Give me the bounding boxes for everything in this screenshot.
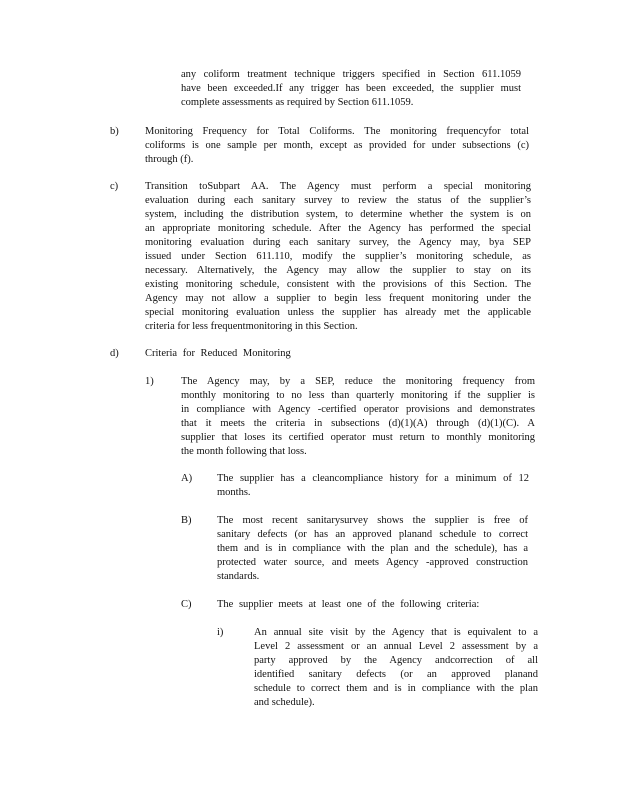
text-line: have been exceeded.If any trigger has been exceeded, the supplier must [181, 83, 521, 94]
text-line: and schedule). [254, 697, 315, 708]
subitem-label-A: A) [181, 473, 193, 484]
text-line: standards. [217, 571, 260, 582]
text-line: The Agency may, by a SEP, reduce the monitoring frequency from [181, 376, 535, 387]
subitem-label-B: B) [181, 515, 192, 526]
text-line: existing monitoring schedule, consistent with the provisions of this Section. The [145, 279, 531, 290]
text-line: an appropriate monitoring schedule. After the Agency has performed the special [145, 223, 531, 234]
text-line: evaluation during each sanitary survey to review the status of the supplier’s [145, 195, 531, 206]
item-c-paragraph [145, 180, 531, 334]
text-line: through (f). [145, 154, 194, 165]
text-line: monitoring evaluation during each sanitary survey, the Agency may, bya SEP [145, 237, 531, 248]
text-line: in compliance with Agency -certified operator provisions and demonstrates [181, 404, 535, 415]
text-line: Monitoring Frequency for Total Coliforms. The monitoring frequencyfor total [145, 126, 529, 137]
text-line: schedule to correct them and is in compliance with the plan [254, 683, 538, 694]
item-b-paragraph [145, 125, 529, 167]
text-line: them and is in compliance with the plan and the schedule), has a [217, 543, 528, 554]
section-heading: Criteria for Reduced Monitoring [145, 348, 291, 359]
intro-paragraph [181, 68, 521, 110]
subitem-i-paragraph [254, 626, 538, 710]
text-line: The most recent sanitarysurvey shows the supplier is free of [217, 515, 528, 526]
subitem-C-text: The supplier meets at least one of the following criteria: [217, 599, 480, 610]
text-line: party approved by the Agency andcorrection of all [254, 655, 538, 666]
text-line: supplier that loses its certified operator must return to monthly monitoring [181, 432, 535, 443]
text-line: complete assessments as required by Section 611.1059. [181, 97, 414, 108]
text-line: any coliform treatment technique triggers specified in Section 611.1059 [181, 69, 521, 80]
item-label-d: d) [110, 348, 119, 359]
text-line: special monitoring evaluation unless the supplier has already met the applicable [145, 307, 531, 318]
item-label-b: b) [110, 126, 119, 137]
text-line: identified sanitary defects (or an approved planand [254, 669, 538, 680]
subitem-A-paragraph [217, 472, 529, 500]
subitem-label-1: 1) [145, 376, 154, 387]
text-line: necessary. Alternatively, the Agency may allow the supplier to stay on its [145, 265, 531, 276]
text-line: Transition toSubpart AA. The Agency must perform a special monitoring [145, 181, 531, 192]
text-line: system, including the distribution system, to determine whether the system is on [145, 209, 531, 220]
subitem-B-paragraph [217, 514, 528, 584]
text-line: Agency may not allow a supplier to begin less frequent monitoring under the [145, 293, 531, 304]
text-line: sanitary defects (or has an approved planand schedule to correct [217, 529, 528, 540]
item-label-c: c) [110, 181, 119, 192]
text-line: that it meets the criteria in subsections (d)(1)(A) through (d)(1)(C). A [181, 418, 535, 429]
text-line: Level 2 assessment or an annual Level 2 assessment by a [254, 641, 538, 652]
text-line: An annual site visit by the Agency that is equivalent to a [254, 627, 538, 638]
text-line: monthly monitoring to no less than quarterly monitoring if the supplier is [181, 390, 535, 401]
text-line: protected water source, and meets Agency -approved construction [217, 557, 528, 568]
text-line: The supplier has a cleancompliance history for a minimum of 12 [217, 473, 529, 484]
subitem-label-i: i) [217, 627, 224, 638]
text-line: months. [217, 487, 251, 498]
text-line: the month following that loss. [181, 446, 307, 457]
subitem-1-paragraph [181, 375, 535, 459]
text-line: issued under Section 611.110, modify the supplier’s monitoring schedule, as [145, 251, 531, 262]
text-line: criteria for less frequentmonitoring in this Section. [145, 321, 358, 332]
subitem-label-C: C) [181, 599, 192, 610]
text-line: coliforms is one sample per month, except as provided for under subsections (c) [145, 140, 529, 151]
